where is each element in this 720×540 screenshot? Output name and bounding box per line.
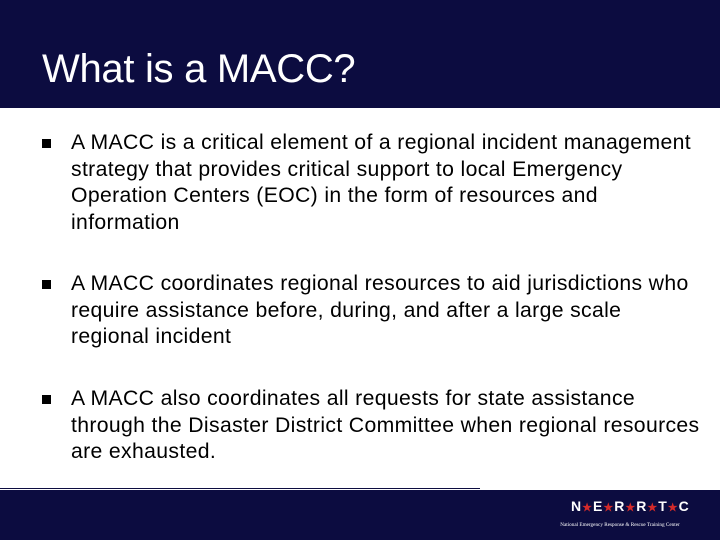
slide-title: What is a MACC?	[42, 47, 356, 91]
footer-divider	[0, 488, 480, 489]
logo-letter: E	[593, 498, 603, 514]
logo-letter: C	[678, 498, 689, 514]
square-bullet-icon	[42, 280, 51, 289]
title-bar	[0, 0, 720, 108]
nerrtc-logo	[545, 496, 695, 534]
star-icon: ★	[625, 502, 636, 514]
star-icon: ★	[667, 502, 678, 514]
logo-wordmark	[571, 496, 689, 518]
logo-letter: R	[614, 498, 625, 514]
star-icon: ★	[582, 502, 592, 514]
logo-subtitle: National Emergency Response & Rescue Training Center	[560, 522, 680, 528]
logo-letter: T	[658, 498, 667, 514]
bullet-text: A MACC is a critical element of a regional incident management strategy that provides critical support to local Emergency Operation Centers (EOC) in the form of resources and information	[71, 131, 691, 234]
star-icon: ★	[647, 502, 658, 514]
logo-letter: R	[636, 498, 647, 514]
square-bullet-icon	[42, 139, 51, 148]
square-bullet-icon	[42, 395, 51, 404]
star-icon: ★	[603, 502, 614, 514]
bullet-text: A MACC also coordinates all requests for state assistance through the Disaster District Committee when regional resources are exhausted.	[71, 387, 700, 463]
bullet-text: A MACC coordinates regional resources to aid jurisdictions who require assistance before, during, and after a large scale regional incident	[71, 272, 689, 348]
logo-letter: N	[571, 498, 582, 514]
